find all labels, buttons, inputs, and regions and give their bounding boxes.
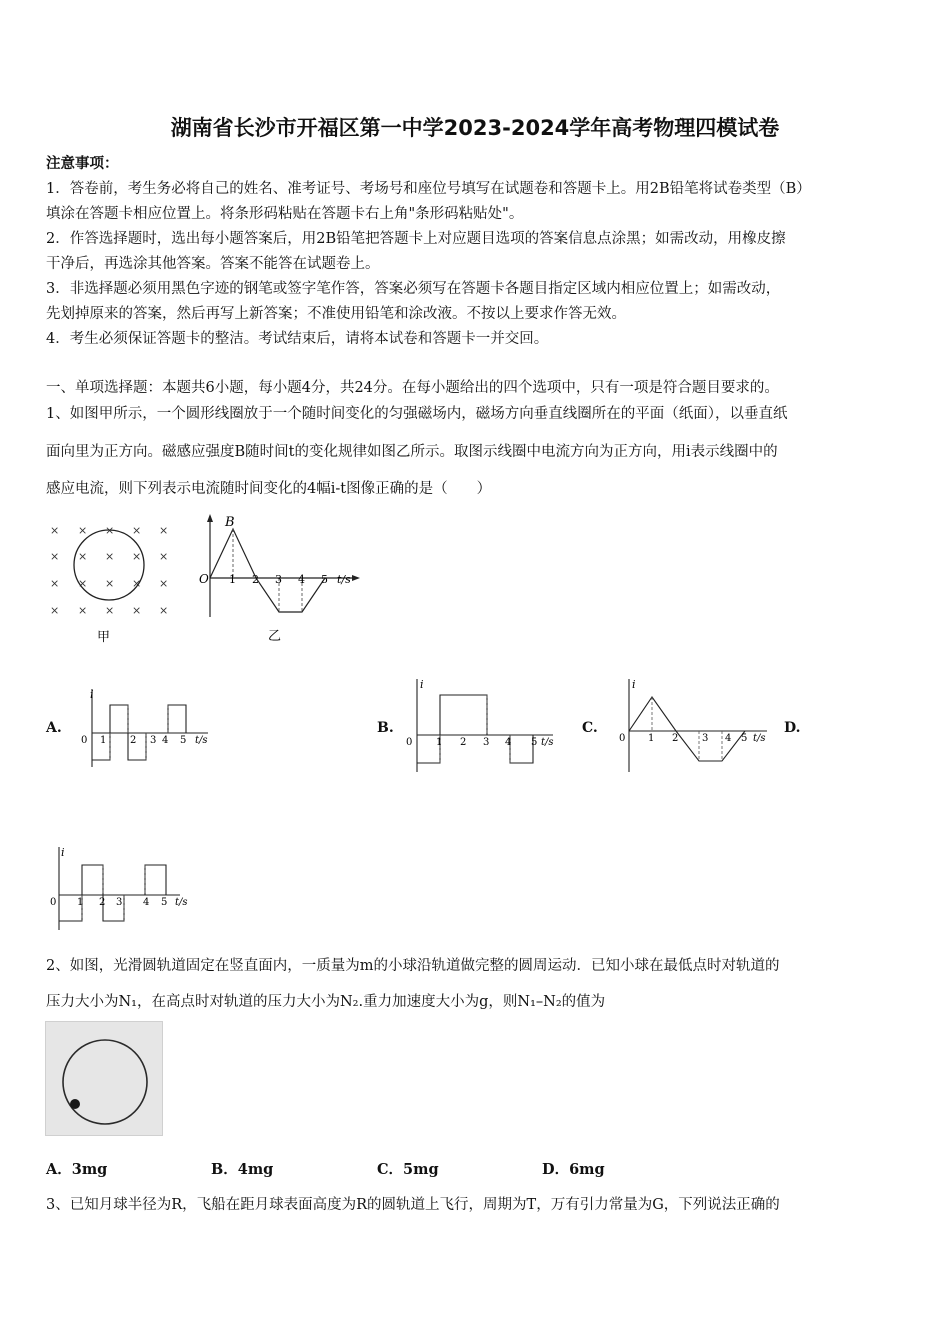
field-crosses bbox=[50, 524, 168, 617]
q2-option-c[interactable]: C．5mg bbox=[377, 1161, 439, 1178]
circular-track-photo bbox=[45, 1021, 163, 1136]
page-title: 湖南省长沙市开福区第一中学2023-2024学年高考物理四模试卷 bbox=[170, 116, 780, 140]
tick-label: 5 bbox=[531, 737, 538, 748]
question-1-line: 感应电流，则下列表示电流随时间变化的4幅i-t图像正确的是（ ） bbox=[46, 481, 492, 497]
tick-label: 2 bbox=[672, 733, 679, 744]
y-axis-arrow bbox=[207, 514, 213, 522]
tick-label: 3 bbox=[702, 733, 709, 744]
axis-label-t: t/s bbox=[175, 897, 188, 908]
track-circle bbox=[63, 1040, 147, 1124]
option-c-graph bbox=[615, 675, 785, 775]
notice-heading: 注意事项： bbox=[46, 155, 119, 172]
tick-label: 4 bbox=[725, 733, 732, 744]
x-axis-arrow bbox=[352, 575, 360, 581]
tick-label: 2 bbox=[460, 737, 467, 748]
svg-text:×: × bbox=[50, 524, 60, 537]
tick-label: 1 bbox=[229, 573, 236, 586]
tick-label: 2 bbox=[252, 573, 259, 586]
question-2-line: 压力大小为N₁，在高点时对轨道的压力大小为N₂.重力加速度大小为g，则N₁–N₂的值为 bbox=[46, 994, 606, 1010]
circular-track-drawing bbox=[46, 1022, 162, 1135]
current-curve bbox=[629, 697, 748, 761]
axis-label-t: t/s bbox=[753, 733, 766, 744]
svg-text:×: × bbox=[105, 604, 115, 617]
origin-label: 0 bbox=[81, 735, 88, 746]
q2-option-b[interactable]: B．4mg bbox=[211, 1161, 274, 1178]
tick-label: 4 bbox=[505, 737, 512, 748]
notice-line: 先划掉原来的答案，然后再写上新答案；不准使用铅笔和涂改液。不按以上要求作答无效。 bbox=[46, 306, 626, 322]
tick-label: 1 bbox=[100, 735, 107, 746]
svg-text:×: × bbox=[132, 577, 142, 590]
tick-label: 5 bbox=[161, 897, 168, 908]
axis-label-i: i bbox=[420, 678, 424, 691]
option-a-label[interactable]: A. bbox=[46, 720, 62, 736]
current-curve bbox=[417, 695, 533, 763]
tick-label: 5 bbox=[321, 573, 328, 586]
axis-label-i: i bbox=[90, 688, 94, 701]
tick-label: 2 bbox=[99, 897, 106, 908]
svg-text:×: × bbox=[78, 550, 88, 563]
notice-line: 1．答卷前，考生务必将自己的姓名、准考证号、考场号和座位号填写在试题卷和答题卡上。用2B铅笔将试卷类型（B） bbox=[46, 181, 811, 197]
svg-text:×: × bbox=[159, 550, 169, 563]
tick-label: 5 bbox=[741, 733, 748, 744]
b-curve bbox=[210, 529, 325, 612]
figure-yi-label: 乙 bbox=[268, 629, 282, 644]
svg-text:×: × bbox=[132, 524, 142, 537]
option-d-label[interactable]: D. bbox=[784, 720, 801, 736]
tick-label: 4 bbox=[298, 573, 305, 586]
guide-lines bbox=[233, 529, 302, 612]
svg-text:×: × bbox=[132, 550, 142, 563]
axis-label-b: B bbox=[225, 515, 235, 530]
svg-text:×: × bbox=[78, 604, 88, 617]
svg-text:×: × bbox=[132, 604, 142, 617]
q2-option-a[interactable]: A．3mg bbox=[46, 1161, 108, 1178]
svg-text:×: × bbox=[50, 550, 60, 563]
q2-option-d[interactable]: D．6mg bbox=[542, 1161, 605, 1178]
svg-text:×: × bbox=[105, 550, 115, 563]
origin-label: O bbox=[199, 572, 209, 586]
tick-label: 5 bbox=[180, 735, 187, 746]
svg-text:×: × bbox=[159, 524, 169, 537]
tick-label: 1 bbox=[77, 897, 84, 908]
notice-line: 2．作答选择题时，选出每小题答案后，用2B铅笔把答题卡上对应题目选项的答案信息点涂黑；如需改动，用橡皮擦 bbox=[46, 231, 786, 247]
figure-jia-coil bbox=[40, 515, 180, 650]
origin-label: 0 bbox=[619, 733, 626, 744]
option-c-label[interactable]: C. bbox=[582, 720, 598, 736]
axis-label-i: i bbox=[632, 678, 636, 691]
question-2-line: 2、如图，光滑圆轨道固定在竖直面内，一质量为m的小球沿轨道做完整的圆周运动．已知小球在最低点时对轨道的 bbox=[46, 958, 780, 974]
svg-text:×: × bbox=[105, 524, 115, 537]
ball-icon bbox=[70, 1099, 80, 1109]
tick-label: 4 bbox=[143, 897, 150, 908]
svg-text:×: × bbox=[105, 577, 115, 590]
tick-label: 3 bbox=[275, 573, 282, 586]
svg-text:×: × bbox=[50, 604, 60, 617]
svg-text:×: × bbox=[159, 577, 169, 590]
current-curve bbox=[59, 865, 166, 921]
tick-label: 3 bbox=[150, 735, 157, 746]
figure-yi-bt-graph bbox=[195, 512, 370, 647]
option-d-graph bbox=[45, 843, 205, 933]
notice-line: 4．考生必须保证答题卡的整洁。考试结束后，请将本试卷和答题卡一并交回。 bbox=[46, 331, 549, 347]
origin-label: 0 bbox=[406, 737, 413, 748]
option-a-graph bbox=[78, 685, 228, 770]
question-3-line: 3、已知月球半径为R，飞船在距月球表面高度为R的圆轨道上飞行，周期为T，万有引力常量为G，下列说法正确的 bbox=[46, 1197, 780, 1213]
tick-label: 2 bbox=[130, 735, 137, 746]
axis-label-t: t/s bbox=[195, 735, 208, 746]
question-1-line: 1、如图甲所示，一个圆形线圈放于一个随时间变化的匀强磁场内，磁场方向垂直线圈所在的平面（纸面），以垂直纸 bbox=[46, 406, 788, 422]
option-b-graph bbox=[403, 675, 573, 775]
axis-label-t: t/s bbox=[337, 573, 351, 586]
tick-label: 4 bbox=[162, 735, 169, 746]
tick-label: 1 bbox=[436, 737, 443, 748]
axis-label-i: i bbox=[61, 846, 65, 859]
svg-text:×: × bbox=[159, 604, 169, 617]
axis-label-t: t/s bbox=[541, 737, 554, 748]
tick-label: 3 bbox=[483, 737, 490, 748]
svg-text:×: × bbox=[78, 577, 88, 590]
tick-label: 3 bbox=[116, 897, 123, 908]
figure-jia-label: 甲 bbox=[97, 630, 111, 645]
question-1-line: 面向里为正方向。磁感应强度B随时间t的变化规律如图乙所示。取图示线圈中电流方向为正方向，用i表示线圈中的 bbox=[46, 444, 778, 460]
origin-label: 0 bbox=[50, 897, 57, 908]
notice-line: 3．非选择题必须用黑色字迹的钢笔或签字笔作答，答案必须写在答题卡各题目指定区域内相应位置上；如需改动， bbox=[46, 281, 781, 297]
section-heading: 一、单项选择题：本题共6小题，每小题4分，共24分。在每小题给出的四个选项中，只有一项是符合题目要求的。 bbox=[46, 380, 779, 396]
tick-label: 1 bbox=[648, 733, 655, 744]
notice-line: 填涂在答题卡相应位置上。将条形码粘贴在答题卡右上角"条形码粘贴处"。 bbox=[46, 206, 524, 222]
svg-text:×: × bbox=[78, 524, 88, 537]
option-b-label[interactable]: B. bbox=[377, 720, 394, 736]
svg-text:×: × bbox=[50, 577, 60, 590]
notice-line: 干净后，再选涂其他答案。答案不能答在试题卷上。 bbox=[46, 256, 380, 272]
